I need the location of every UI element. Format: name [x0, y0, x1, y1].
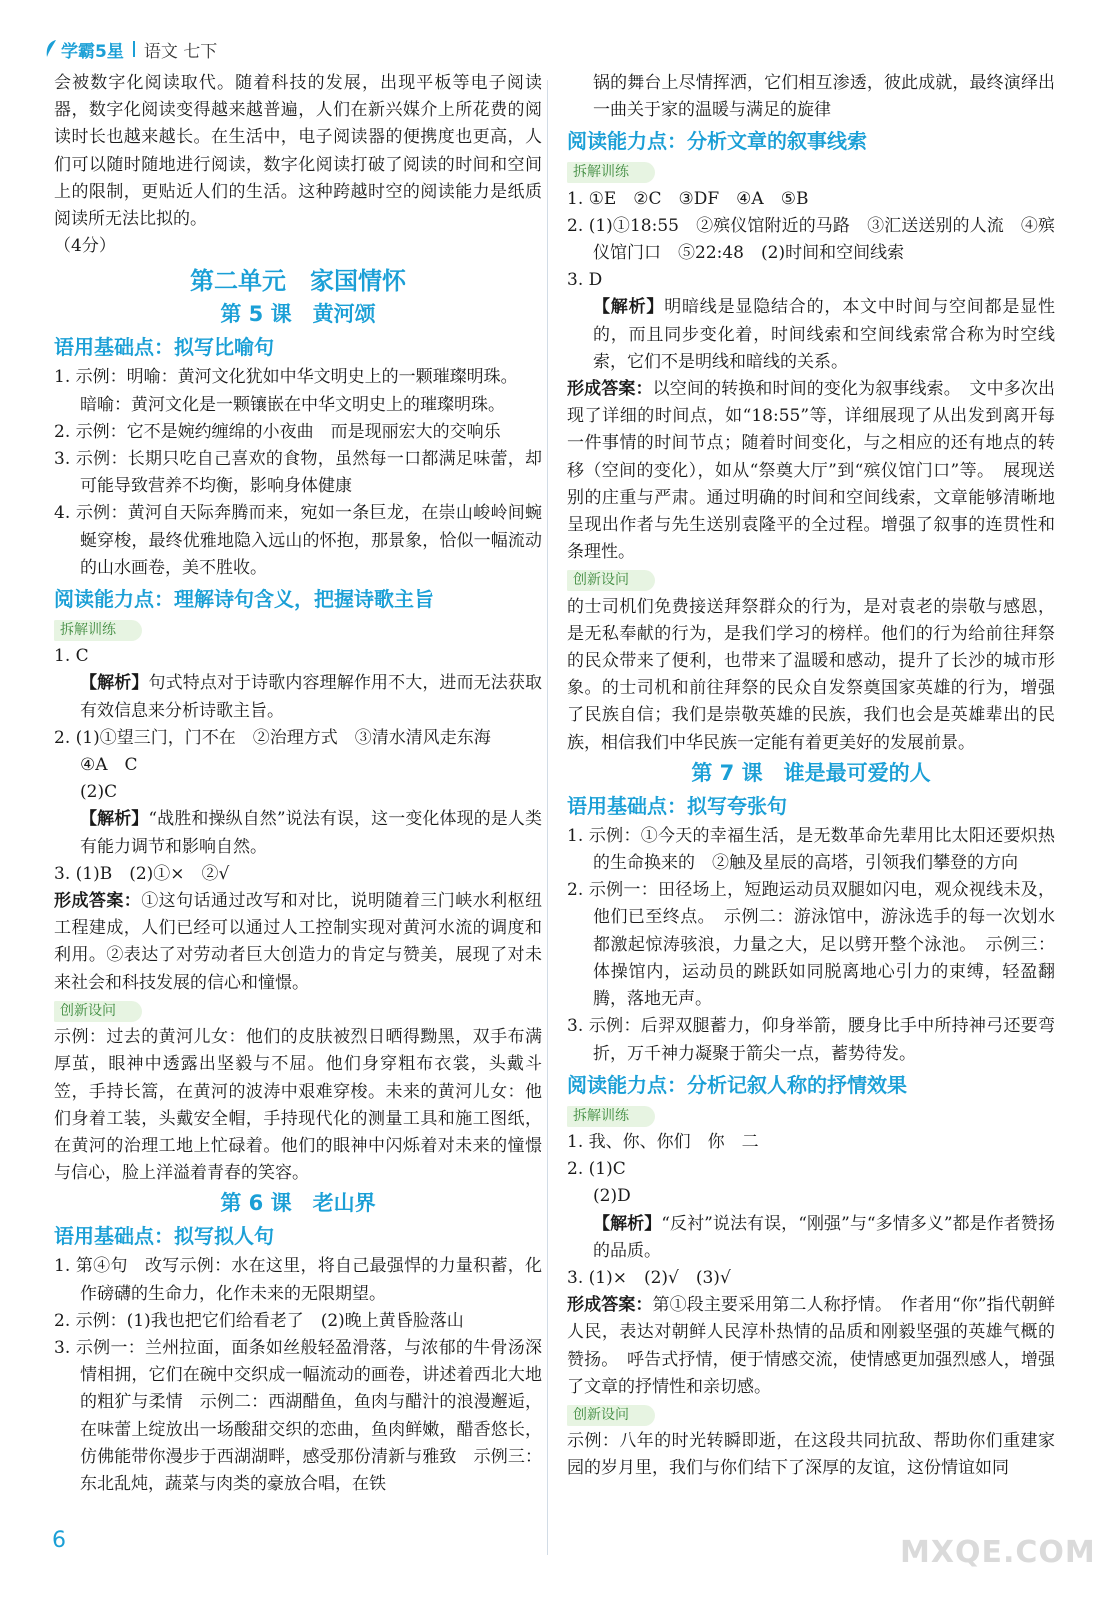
section-hyperbole: 语用基础点：拟写夸张句: [567, 793, 787, 818]
answer-item: 3. (1)× (2)√ (3)√: [567, 1267, 731, 1288]
answer-item: 1. C: [54, 646, 89, 667]
innovation-answer: 的士司机们免费接送拜祭群众的行为，是对袁老的崇敬与感恩，是无私奉献的行为，是我们学习的榜样。他们的行为给前往拜祭的民众带来了便利，也带来了温暖和感动，提升了长沙的城市形象。的士司机和前往拜祭的民众自发祭奠国家英雄的行为，增强了民族自信；我们是崇敬英雄的民族，我们也会是英雄辈出的民族，相信我们中华民族一定能有着更美好的发展前景。: [567, 596, 1055, 753]
brand-name: 学霸5星: [61, 41, 124, 62]
section-poem-theme: 阅读能力点：理解诗句含义，把握诗歌主旨: [54, 587, 434, 612]
watermark: MXQE.COM: [900, 1535, 1096, 1570]
section-personification: 语用基础点：拟写拟人句: [54, 1224, 274, 1249]
section-narrative-clue: 阅读能力点：分析文章的叙事线索: [567, 129, 867, 154]
answer-item: 1. 我、你、你们 你 二: [567, 1131, 759, 1152]
feather-icon: [44, 39, 58, 59]
tag-practice: 拆解训练: [567, 1106, 655, 1127]
formed-answer-text: ①这句话通过改写和对比，说明随着三门峡水利枢纽工程建成，人们已经可以通过人工控制实现对黄河水流的调度和利用。②表达了对劳动者巨大创造力的肯定与赞美，展现了对未来社会和科技发展的信心和憧憬。: [54, 891, 543, 993]
left-column: [54, 70, 542, 1498]
column-divider: [547, 80, 548, 1555]
analysis-text: 句式特点对于诗歌内容理解作用不大，进而无法获取有效信息来分析诗歌主旨。: [80, 673, 543, 721]
analysis-label: 【解析】: [593, 1213, 662, 1234]
analysis: [567, 1211, 1055, 1265]
subject-label: 语文 七下: [143, 41, 218, 62]
analysis-label: 【解析】: [80, 809, 149, 830]
answer-item: 3. 示例：长期只吃自己喜欢的食物，虽然每一口都满足味蕾，却可能导致营养不均衡，影响身体健康: [54, 449, 542, 497]
analysis-text: “战胜和操纵自然”说法有误，这一变化体现的是人类有能力调节和影响自然。: [80, 809, 542, 857]
intro-score: （4分）: [54, 236, 116, 257]
tag-innovation: 创新设问: [567, 570, 655, 591]
page-header: [44, 36, 217, 62]
answer-item: 3. D: [567, 270, 603, 291]
lesson-7-title: 第 7 课 谁是最可爱的人: [691, 760, 931, 785]
answer-item: 暗喻：黄河文化是一颗镶嵌在中华文明史上的璀璨明珠。: [80, 394, 505, 415]
tag-practice: 拆解训练: [567, 162, 655, 183]
analysis-label: 【解析】: [80, 673, 149, 694]
formed-answer: [567, 1292, 1055, 1401]
intro-body: 会被数字化阅读取代。随着科技的发展，出现平板等电子阅读器，数字化阅读变得越来越普遍，人们在新兴媒介上所花费的阅读时长也越来越长。在生活中，电子阅读器的便携度也更高，人们可以随时随地进行阅读，数字化阅读打破了阅读的时间和空间上的限制，更贴近人们的生活。这种跨越时空的阅读能力是纸质阅读所无法比拟的。: [54, 73, 542, 230]
answer-item: (2)C: [80, 782, 118, 803]
analysis-text: “反衬”说法有误，“刚强”与“多情多义”都是作者赞扬的品质。: [593, 1213, 1055, 1261]
analysis: [54, 806, 542, 860]
answer-item: ④A C: [80, 755, 138, 776]
answer-item: 1. 示例：明喻：黄河文化犹如中华文明史上的一颗璀璨明珠。: [54, 367, 518, 388]
tag-innovation: 创新设问: [54, 1001, 142, 1022]
answer-item: 2. (1)C: [567, 1159, 626, 1180]
answer-item: 2. (1)①18:55 ②殡仪馆附近的马路 ③汇送送别的人流 ④殡仪馆门口 ⑤22:48 (2)时间和空间线索: [567, 215, 1055, 264]
formed-answer-text: 以空间的转换和时间的变化为叙事线索。 文中多次出现了详细的时间点，如“18:55”等，详细展现了从出发到离开每一件事情的时间节点；随着时间变化，与之相应的还有地点的转移（空间的变化），如从“祭奠大厅”到“殡仪馆门口”等。 展现送别的庄重与严肃。通过明确的时间和空间线索，文章能够清晰地呈现出作者与先生送别袁隆平的全过程。增强了叙事的连贯性和条理性。: [567, 379, 1055, 563]
answer-item: 2. (1)①望三门，门不在 ②治理方式 ③清水清风走东海: [54, 727, 491, 748]
innovation-answer: 示例：八年的时光转瞬即逝，在这段共同抗敌、帮助你们重建家园的岁月里，我们与你们结下了深厚的友谊，这份情谊如同: [567, 1431, 1055, 1479]
formed-answer-text: 第①段主要采用第二人称抒情。 作者用“你”指代朝鲜人民，表达对朝鲜人民淳朴热情的品质和刚毅坚强的英雄气概的赞扬。 呼告式抒情，便于情感交流，使情感更加强烈感人，增强了文章的抒情性和亲切感。: [567, 1295, 1056, 1397]
formed-answer-label: 形成答案：: [54, 891, 142, 912]
analysis: [54, 670, 542, 724]
answer-item: 3. (1)B (2)①× ②√: [54, 863, 230, 884]
tag-practice: 拆解训练: [54, 620, 142, 641]
tag-innovation: 创新设问: [567, 1405, 655, 1426]
section-simile: 语用基础点：拟写比喻句: [54, 335, 274, 360]
formed-answer-label: 形成答案：: [567, 1295, 653, 1316]
unit-title: 第二单元 家国情怀: [190, 267, 406, 296]
analysis-text: 明暗线是显隐结合的，本文中时间与空间都是显性的，而且同步变化着，时间线索和空间线索常合称为时空线索，它们不是明线和暗线的关系。: [593, 297, 1056, 372]
answer-item: (2)D: [593, 1186, 631, 1207]
answer-item: 1. 示例：①今天的幸福生活，是无数革命先辈用比太阳还要炽热的生命换来的 ②触及星辰的高塔，引领我们攀登的方向: [567, 825, 1055, 874]
page-number: 6: [52, 1528, 66, 1553]
formed-answer: [567, 376, 1055, 566]
lesson-5-title: 第 5 课 黄河颂: [220, 302, 376, 327]
answer-item: 1. 第④句 改写示例：水在这里，将自己最强悍的力量积蓄，化作磅礴的生命力，化作未来的无限期望。: [54, 1256, 542, 1304]
formed-answer-label: 形成答案：: [567, 379, 653, 400]
answer-item: 1. ①E ②C ③DF ④A ⑤B: [567, 188, 809, 209]
answer-item: 2. 示例：它不是婉约缠绵的小夜曲 而是现丽宏大的交响乐: [54, 421, 501, 442]
answer-item: 3. 示例一：兰州拉面，面条如丝般轻盈滑落，与浓郁的牛骨汤深情相拥，它们在碗中交织成一幅流动的画卷，讲述着西北大地的粗犷与柔情 示例二：西湖醋鱼，鱼肉与醋汁的浪漫邂逅，在味蕾上绽放出一场酸甜交织的恋曲，鱼肉鲜嫩，醋香悠长，仿佛能带你漫步于西湖湖畔，感受那份清新与雅致 示例三：东北乱炖，蔬菜与肉类的豪放合唱，在铁: [54, 1337, 542, 1494]
continued-text: 锅的舞台上尽情挥洒，它们相互渗透，彼此成就，最终演绎出一曲关于家的温暖与满足的旋律: [593, 73, 1055, 121]
header-divider: [133, 41, 135, 57]
innovation-answer: 示例：过去的黄河儿女：他们的皮肤被烈日晒得黝黑，双手布满厚茧，眼神中透露出坚毅与不屈。他们身穿粗布衣裳，头戴斗笠，手持长篙，在黄河的波涛中艰难穿梭。未来的黄河儿女：他们身着工装，头戴安全帽，手持现代化的测量工具和施工图纸，在黄河的治理工地上忙碌着。他们的眼神中闪烁着对未来的憧憬与信心，脸上洋溢着青春的笑容。: [54, 1027, 542, 1184]
brand-logo: [44, 37, 124, 62]
analysis-label: 【解析】: [593, 297, 665, 318]
analysis: [567, 294, 1055, 376]
right-column: [567, 70, 1055, 1483]
lesson-6-title: 第 6 课 老山界: [220, 1191, 376, 1216]
answer-item: 4. 示例：黄河自天际奔腾而来，宛如一条巨龙，在崇山峻岭间蜿蜒穿梭，最终优雅地隐入远山的怀抱，那景象，恰似一幅流动的山水画卷，美不胜收。: [54, 503, 542, 578]
answer-item: 3. 示例：后羿双腿蓄力，仰身举箭，腰身比手中所持神弓还要弯折，万千神力凝聚于箭尖一点，蓄势待发。: [567, 1016, 1055, 1064]
intro-text: [54, 70, 542, 260]
section-person-effect: 阅读能力点：分析记叙人称的抒情效果: [567, 1072, 907, 1097]
answer-item: 2. 示例一：田径场上，短跑运动员双腿如闪电，观众视线未及，他们已至终点。 示例二：游泳馆中，游泳选手的每一次划水都激起惊涛骇浪，力量之大，足以劈开整个泳池。 示例三：体操馆内，运动员的跳跃如同脱离地心引力的束缚，轻盈翻腾，落地无声。: [567, 880, 1055, 1010]
answer-item: 2. 示例：(1)我也把它们给看老了 (2)晚上黄昏脸落山: [54, 1310, 464, 1331]
formed-answer: [54, 888, 542, 997]
